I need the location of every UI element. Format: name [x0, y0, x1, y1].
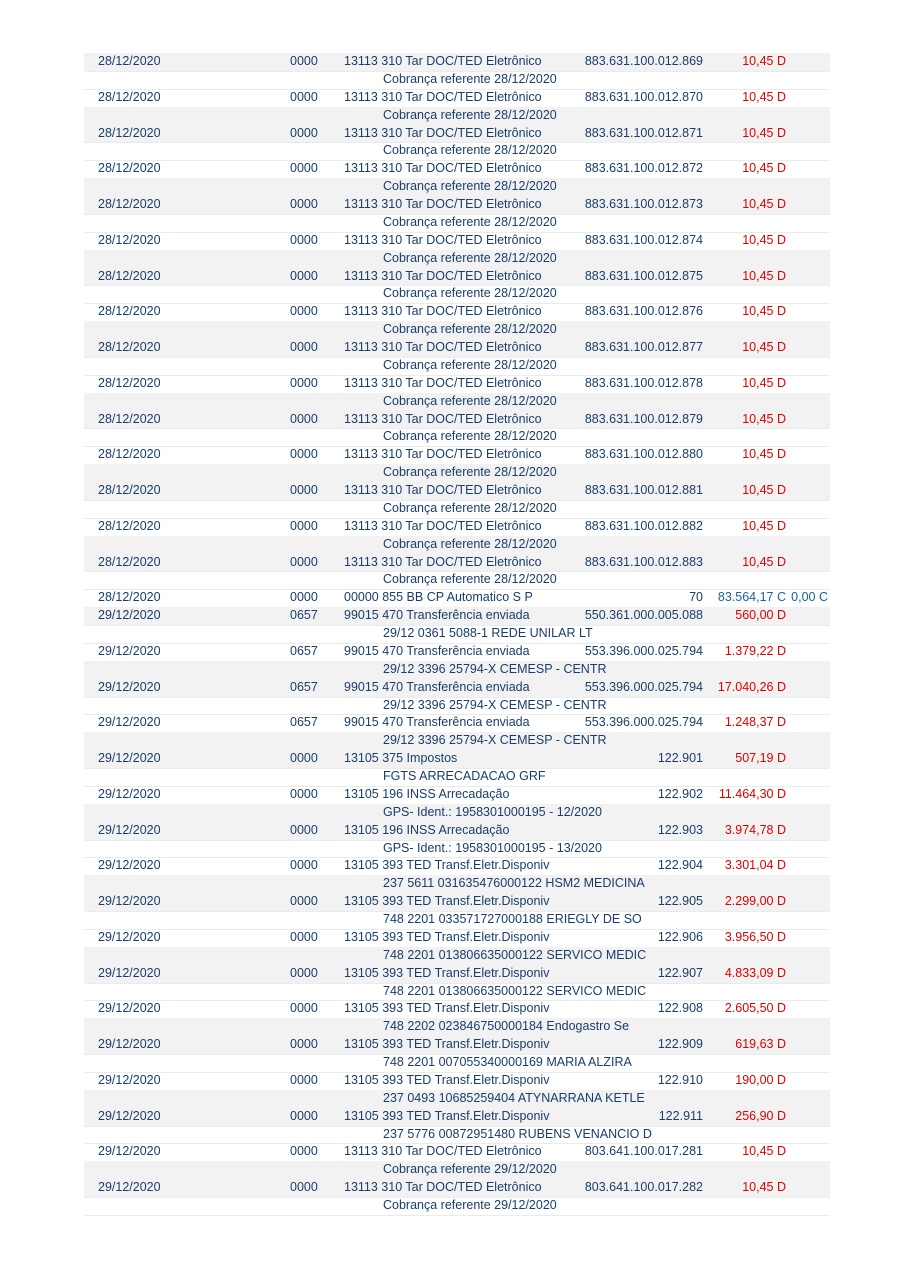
entry-detail-line — [84, 571, 830, 590]
entry-document: 122.902 — [657, 786, 703, 801]
entry-main-line — [84, 893, 830, 912]
entry-main-line — [84, 965, 830, 984]
entry-history: 13105 393 TED Transf.Eletr.Disponiv — [344, 858, 550, 873]
entry-document: 883.631.100.012.881 — [584, 483, 703, 497]
entry-detail: Cobrança referente 28/12/2020 — [383, 572, 557, 587]
entry-value: 83.564,17 C — [717, 590, 786, 605]
entry-document: 550.361.000.005.088 — [584, 608, 703, 623]
entry-date: 29/12/2020 — [98, 751, 161, 766]
entry-date: 29/12/2020 — [98, 786, 161, 801]
entry-date: 29/12/2020 — [98, 715, 161, 730]
entry-document: 553.396.000.025.794 — [584, 715, 703, 730]
entry-detail: 29/12 3396 25794-X CEMESP - CENTR — [383, 733, 607, 748]
entry-detail-line — [84, 911, 830, 930]
entry-value: 10,45 D — [742, 375, 786, 390]
entry-detail: Cobrança referente 28/12/2020 — [383, 71, 557, 86]
entry-agency: 0000 — [290, 518, 318, 533]
statement-entry — [84, 518, 830, 554]
entry-agency: 0000 — [290, 232, 318, 247]
statement-entry — [84, 89, 830, 125]
entry-detail-line — [84, 875, 830, 894]
entry-detail-line — [84, 697, 830, 716]
entry-detail-line — [84, 500, 830, 519]
entry-history: 13105 393 TED Transf.Eletr.Disponiv — [344, 929, 550, 944]
entry-agency: 0000 — [290, 197, 318, 211]
entry-document: 883.631.100.012.869 — [584, 54, 703, 68]
entry-main-line — [84, 303, 830, 322]
entry-date: 28/12/2020 — [98, 375, 161, 390]
entry-history: 13113 310 Tar DOC/TED Eletrônico — [344, 54, 542, 68]
entry-value: 10,45 D — [742, 518, 786, 533]
entry-detail-line — [84, 1126, 830, 1145]
entry-history: 13105 393 TED Transf.Eletr.Disponiv — [344, 1001, 550, 1016]
entry-document: 883.631.100.012.876 — [584, 304, 703, 319]
entry-main-line — [84, 1143, 830, 1162]
entry-document: 883.631.100.012.882 — [584, 518, 703, 533]
entry-detail: Cobrança referente 29/12/2020 — [383, 1162, 557, 1177]
entry-date: 28/12/2020 — [98, 161, 161, 176]
entry-detail: Cobrança referente 28/12/2020 — [383, 286, 557, 301]
entry-main-line — [84, 1072, 830, 1091]
statement-entry — [84, 857, 830, 893]
entry-agency: 0000 — [290, 1108, 318, 1123]
entry-date: 29/12/2020 — [98, 643, 161, 658]
entry-date: 28/12/2020 — [98, 304, 161, 319]
entry-agency: 0000 — [290, 340, 318, 354]
entry-document: 803.641.100.017.282 — [584, 1180, 703, 1195]
entry-date: 28/12/2020 — [98, 411, 161, 426]
entry-history: 13113 310 Tar DOC/TED Eletrônico — [344, 483, 542, 497]
statement-table — [84, 53, 830, 1215]
entry-document: 122.906 — [657, 929, 703, 944]
entry-history: 00000 855 BB CP Automatico S P — [344, 590, 533, 605]
entry-history: 99015 470 Transferência enviada — [344, 643, 530, 658]
entry-document: 883.631.100.012.872 — [584, 161, 703, 176]
statement-entry — [84, 589, 830, 607]
entry-detail-line — [84, 1161, 830, 1180]
entry-history: 13105 196 INSS Arrecadação — [344, 822, 510, 837]
entry-document: 122.905 — [657, 894, 703, 909]
statement-entry — [84, 822, 830, 858]
entry-main-line — [84, 679, 830, 698]
entry-history: 99015 470 Transferência enviada — [344, 679, 530, 694]
entry-agency: 0000 — [290, 447, 318, 462]
entry-detail: Cobrança referente 28/12/2020 — [383, 179, 557, 194]
entry-history: 13113 310 Tar DOC/TED Eletrônico — [344, 447, 542, 462]
entry-history: 13105 393 TED Transf.Eletr.Disponiv — [344, 894, 550, 909]
statement-entry — [84, 411, 830, 447]
entry-agency: 0000 — [290, 1037, 318, 1052]
entry-detail-line — [84, 1090, 830, 1109]
entry-document: 122.911 — [658, 1108, 703, 1123]
entry-agency: 0657 — [290, 608, 318, 623]
entry-detail: Cobrança referente 28/12/2020 — [383, 214, 557, 229]
statement-entry — [84, 554, 830, 590]
entry-value: 10,45 D — [742, 125, 786, 140]
entry-main-line — [84, 786, 830, 805]
entry-history: 13113 310 Tar DOC/TED Eletrônico — [344, 89, 542, 104]
entry-main-line — [84, 643, 830, 662]
entry-detail-line — [84, 214, 830, 233]
entry-agency: 0000 — [290, 1144, 318, 1159]
entry-detail-line — [84, 983, 830, 1002]
entry-history: 99015 470 Transferência enviada — [344, 608, 530, 623]
entry-document: 883.631.100.012.877 — [584, 340, 703, 354]
entry-main-line — [84, 53, 830, 72]
entry-detail-line — [84, 661, 830, 680]
entry-main-line — [84, 339, 830, 358]
entry-main-line — [84, 482, 830, 501]
entry-detail: Cobrança referente 28/12/2020 — [383, 107, 557, 122]
entry-date: 29/12/2020 — [98, 965, 161, 980]
entry-value: 4.833,09 D — [724, 965, 786, 980]
entry-detail-line — [84, 1197, 830, 1216]
entry-main-line — [84, 125, 830, 144]
entry-main-line — [84, 1036, 830, 1055]
entry-agency: 0000 — [290, 894, 318, 909]
entry-detail-line — [84, 1054, 830, 1073]
entry-agency: 0000 — [290, 411, 318, 426]
entry-document: 803.641.100.017.281 — [584, 1144, 703, 1159]
entry-main-line — [84, 89, 830, 108]
entry-value: 2.299,00 D — [724, 894, 786, 909]
entry-history: 13113 310 Tar DOC/TED Eletrônico — [344, 232, 542, 247]
entry-main-line — [84, 822, 830, 841]
entry-history: 13113 310 Tar DOC/TED Eletrônico — [344, 340, 542, 354]
entry-value: 10,45 D — [742, 447, 786, 462]
entry-main-line — [84, 268, 830, 287]
entry-agency: 0657 — [290, 679, 318, 694]
entry-date: 28/12/2020 — [98, 483, 161, 497]
entry-history: 13105 393 TED Transf.Eletr.Disponiv — [344, 1037, 550, 1052]
entry-agency: 0000 — [290, 1072, 318, 1087]
entry-date: 28/12/2020 — [98, 54, 161, 68]
entry-main-line — [84, 607, 830, 626]
entry-detail-line — [84, 428, 830, 447]
entry-detail-line — [84, 357, 830, 376]
entry-detail: Cobrança referente 28/12/2020 — [383, 143, 557, 158]
entry-document: 122.909 — [657, 1037, 703, 1052]
entry-agency: 0000 — [290, 786, 318, 801]
entry-agency: 0000 — [290, 304, 318, 319]
entry-date: 28/12/2020 — [98, 197, 161, 211]
entry-value: 507,19 D — [735, 751, 786, 766]
statement-entry — [84, 929, 830, 965]
entry-main-line — [84, 232, 830, 251]
entry-detail-line — [84, 285, 830, 304]
entry-value: 1.379,22 D — [724, 643, 786, 658]
entry-value: 10,45 D — [742, 161, 786, 176]
entry-detail: GPS- Ident.: 1958301000195 - 12/2020 — [383, 804, 602, 819]
entry-agency: 0000 — [290, 590, 318, 605]
entry-detail-line — [84, 768, 830, 787]
entry-detail-line — [84, 250, 830, 269]
entry-detail: 237 5611 031635476000122 HSM2 MEDICINA — [383, 876, 645, 891]
entry-main-line — [84, 518, 830, 537]
entry-date: 29/12/2020 — [98, 822, 161, 837]
entry-value: 3.301,04 D — [724, 858, 786, 873]
entry-value: 10,45 D — [742, 232, 786, 247]
entry-detail-line — [84, 840, 830, 859]
statement-entry — [84, 232, 830, 268]
entry-date: 28/12/2020 — [98, 518, 161, 533]
entry-main-line — [84, 589, 830, 608]
entry-detail-line — [84, 1018, 830, 1037]
entry-date: 29/12/2020 — [98, 1072, 161, 1087]
entry-history: 13113 310 Tar DOC/TED Eletrônico — [344, 1144, 542, 1159]
entry-detail: Cobrança referente 29/12/2020 — [383, 1198, 557, 1213]
statement-entry — [84, 893, 830, 929]
statement-entry — [84, 750, 830, 786]
entry-detail: 237 0493 10685259404 ATYNARRANA KETLE — [383, 1090, 645, 1105]
statement-entry — [84, 53, 830, 89]
statement-entry — [84, 607, 830, 643]
entry-date: 29/12/2020 — [98, 858, 161, 873]
entry-agency: 0000 — [290, 858, 318, 873]
entry-agency: 0000 — [290, 125, 318, 140]
entry-value: 3.974,78 D — [724, 822, 786, 837]
entry-balance: 0,00 C — [791, 590, 828, 605]
statement-entry — [84, 643, 830, 679]
entry-document: 122.903 — [657, 822, 703, 837]
entry-document: 883.631.100.012.875 — [584, 268, 703, 283]
statement-entry — [84, 482, 830, 518]
entry-main-line — [84, 554, 830, 573]
entry-agency: 0000 — [290, 54, 318, 68]
entry-history: 99015 470 Transferência enviada — [344, 715, 530, 730]
entry-date: 29/12/2020 — [98, 1144, 161, 1159]
entry-agency: 0000 — [290, 1180, 318, 1195]
statement-entry — [84, 1108, 830, 1144]
entry-document: 883.631.100.012.874 — [584, 232, 703, 247]
entry-detail: Cobrança referente 28/12/2020 — [383, 465, 557, 480]
entry-detail-line — [84, 321, 830, 340]
entry-detail-line — [84, 142, 830, 161]
entry-agency: 0000 — [290, 822, 318, 837]
entry-main-line — [84, 929, 830, 948]
entry-date: 29/12/2020 — [98, 608, 161, 623]
entry-value: 11.464,30 D — [718, 786, 786, 801]
entry-history: 13113 310 Tar DOC/TED Eletrônico — [344, 518, 542, 533]
entry-value: 10,45 D — [742, 340, 786, 354]
entry-value: 10,45 D — [742, 89, 786, 104]
entry-agency: 0000 — [290, 483, 318, 497]
entry-document: 70 — [689, 590, 703, 605]
entry-document: 883.631.100.012.870 — [584, 89, 703, 104]
entry-value: 256,90 D — [735, 1108, 786, 1123]
entry-document: 122.907 — [657, 965, 703, 980]
statement-entry — [84, 1179, 830, 1215]
entry-date: 28/12/2020 — [98, 590, 161, 605]
entry-history: 13113 310 Tar DOC/TED Eletrônico — [344, 375, 542, 390]
entry-date: 29/12/2020 — [98, 1180, 161, 1195]
entry-history: 13105 393 TED Transf.Eletr.Disponiv — [344, 1108, 550, 1123]
entry-document: 883.631.100.012.871 — [584, 125, 703, 140]
statement-entry — [84, 339, 830, 375]
statement-entry — [84, 786, 830, 822]
entry-date: 29/12/2020 — [98, 894, 161, 909]
entry-value: 3.956,50 D — [724, 929, 786, 944]
entry-value: 10,45 D — [742, 304, 786, 319]
entry-date: 28/12/2020 — [98, 89, 161, 104]
entry-date: 28/12/2020 — [98, 447, 161, 462]
entry-document: 122.910 — [657, 1072, 703, 1087]
statement-entry — [84, 679, 830, 715]
entry-document: 883.631.100.012.878 — [584, 375, 703, 390]
entry-agency: 0000 — [290, 965, 318, 980]
entry-detail-line — [84, 178, 830, 197]
entry-agency: 0000 — [290, 161, 318, 176]
statement-entry — [84, 268, 830, 304]
entry-history: 13113 310 Tar DOC/TED Eletrônico — [344, 411, 542, 426]
entry-agency: 0000 — [290, 268, 318, 283]
entry-agency: 0657 — [290, 715, 318, 730]
entry-detail: 748 2201 007055340000169 MARIA ALZIRA — [383, 1055, 632, 1070]
entry-detail: Cobrança referente 28/12/2020 — [383, 536, 557, 551]
entry-date: 29/12/2020 — [98, 1108, 161, 1123]
entry-detail-line — [84, 947, 830, 966]
entry-value: 10,45 D — [742, 54, 786, 68]
entry-history: 13113 310 Tar DOC/TED Eletrônico — [344, 554, 542, 569]
entry-document: 122.908 — [657, 1001, 703, 1016]
entry-detail: 748 2201 013806635000122 SERVICO MEDIC — [383, 947, 647, 962]
entry-document: 883.631.100.012.883 — [584, 554, 703, 569]
entry-document: 553.396.000.025.794 — [584, 679, 703, 694]
entry-detail-line — [84, 732, 830, 751]
entry-detail: 748 2202 023846750000184 Endogastro Se — [383, 1019, 630, 1034]
entry-detail: 748 2201 013806635000122 SERVICO MEDIC — [383, 983, 647, 998]
entry-detail: Cobrança referente 28/12/2020 — [383, 429, 557, 444]
entry-main-line — [84, 196, 830, 215]
entry-value: 10,45 D — [742, 483, 786, 497]
entry-history: 13113 310 Tar DOC/TED Eletrônico — [344, 268, 542, 283]
statement-entry — [84, 446, 830, 482]
entry-detail: 29/12 3396 25794-X CEMESP - CENTR — [383, 697, 607, 712]
entry-document: 883.631.100.012.880 — [584, 447, 703, 462]
entry-value: 10,45 D — [742, 411, 786, 426]
entry-agency: 0000 — [290, 89, 318, 104]
entry-detail: Cobrança referente 28/12/2020 — [383, 500, 557, 515]
entry-date: 29/12/2020 — [98, 1001, 161, 1016]
entry-history: 13105 393 TED Transf.Eletr.Disponiv — [344, 965, 550, 980]
statement-entry — [84, 1143, 830, 1179]
entry-document: 122.901 — [657, 751, 703, 766]
entry-detail: 748 2201 033571727000188 ERIEGLY DE SO — [383, 912, 642, 927]
entry-history: 13113 310 Tar DOC/TED Eletrônico — [344, 197, 542, 211]
entry-main-line — [84, 411, 830, 430]
entry-main-line — [84, 1000, 830, 1019]
entry-value: 619,63 D — [735, 1037, 786, 1052]
entry-main-line — [84, 375, 830, 394]
entry-main-line — [84, 750, 830, 769]
entry-history: 13113 310 Tar DOC/TED Eletrônico — [344, 304, 542, 319]
entry-value: 10,45 D — [742, 268, 786, 283]
entry-detail: 29/12 3396 25794-X CEMESP - CENTR — [383, 661, 607, 676]
entry-document: 883.631.100.012.873 — [584, 197, 703, 211]
entry-value: 1.248,37 D — [724, 715, 786, 730]
entry-history: 13105 393 TED Transf.Eletr.Disponiv — [344, 1072, 550, 1087]
statement-entry — [84, 125, 830, 161]
entry-date: 29/12/2020 — [98, 1037, 161, 1052]
entry-date: 28/12/2020 — [98, 268, 161, 283]
entry-main-line — [84, 714, 830, 733]
statement-entry — [84, 160, 830, 196]
entry-agency: 0000 — [290, 751, 318, 766]
statement-entry — [84, 375, 830, 411]
entry-agency: 0000 — [290, 554, 318, 569]
entry-date: 28/12/2020 — [98, 554, 161, 569]
entry-agency: 0657 — [290, 643, 318, 658]
entry-detail-line — [84, 71, 830, 90]
entry-detail-line — [84, 107, 830, 126]
statement-entry — [84, 1072, 830, 1108]
entry-detail: Cobrança referente 28/12/2020 — [383, 250, 557, 265]
entry-history: 13105 375 Impostos — [344, 751, 458, 766]
entry-detail: 237 5776 00872951480 RUBENS VENANCIO D — [383, 1126, 652, 1141]
entry-history: 13105 196 INSS Arrecadação — [344, 786, 510, 801]
entry-agency: 0000 — [290, 929, 318, 944]
entry-detail-line — [84, 804, 830, 823]
entry-date: 28/12/2020 — [98, 340, 161, 354]
entry-history: 13113 310 Tar DOC/TED Eletrônico — [344, 125, 542, 140]
entry-main-line — [84, 1108, 830, 1127]
entry-value: 10,45 D — [742, 1144, 786, 1159]
entry-detail: 29/12 0361 5088-1 REDE UNILAR LT — [383, 626, 593, 641]
statement-entry — [84, 1000, 830, 1036]
entry-value: 10,45 D — [742, 1180, 786, 1195]
entry-detail: GPS- Ident.: 1958301000195 - 13/2020 — [383, 840, 602, 855]
entry-detail-line — [84, 625, 830, 644]
entry-detail: Cobrança referente 28/12/2020 — [383, 322, 557, 337]
entry-history: 13113 310 Tar DOC/TED Eletrônico — [344, 161, 542, 176]
entry-agency: 0000 — [290, 375, 318, 390]
entry-detail: Cobrança referente 28/12/2020 — [383, 393, 557, 408]
entry-value: 560,00 D — [735, 608, 786, 623]
entry-detail: FGTS ARRECADACAO GRF — [383, 769, 546, 784]
entry-value: 2.605,50 D — [724, 1001, 786, 1016]
entry-date: 28/12/2020 — [98, 125, 161, 140]
entry-value: 10,45 D — [742, 554, 786, 569]
statement-entry — [84, 196, 830, 232]
entry-date: 28/12/2020 — [98, 232, 161, 247]
statement-entry — [84, 1036, 830, 1072]
entry-history: 13113 310 Tar DOC/TED Eletrônico — [344, 1180, 542, 1195]
entry-date: 29/12/2020 — [98, 929, 161, 944]
entry-date: 29/12/2020 — [98, 679, 161, 694]
entry-detail-line — [84, 393, 830, 412]
entry-detail: Cobrança referente 28/12/2020 — [383, 357, 557, 372]
statement-entry — [84, 714, 830, 750]
entry-document: 883.631.100.012.879 — [584, 411, 703, 426]
entry-value: 17.040,26 D — [717, 679, 786, 694]
entry-main-line — [84, 160, 830, 179]
entry-detail-line — [84, 464, 830, 483]
entry-value: 10,45 D — [742, 197, 786, 211]
entry-agency: 0000 — [290, 1001, 318, 1016]
entry-main-line — [84, 446, 830, 465]
statement-entry — [84, 965, 830, 1001]
entry-main-line — [84, 1179, 830, 1198]
entry-main-line — [84, 857, 830, 876]
entry-document: 122.904 — [657, 858, 703, 873]
entry-document: 553.396.000.025.794 — [584, 643, 703, 658]
entry-detail-line — [84, 536, 830, 555]
statement-entry — [84, 303, 830, 339]
entry-value: 190,00 D — [735, 1072, 786, 1087]
